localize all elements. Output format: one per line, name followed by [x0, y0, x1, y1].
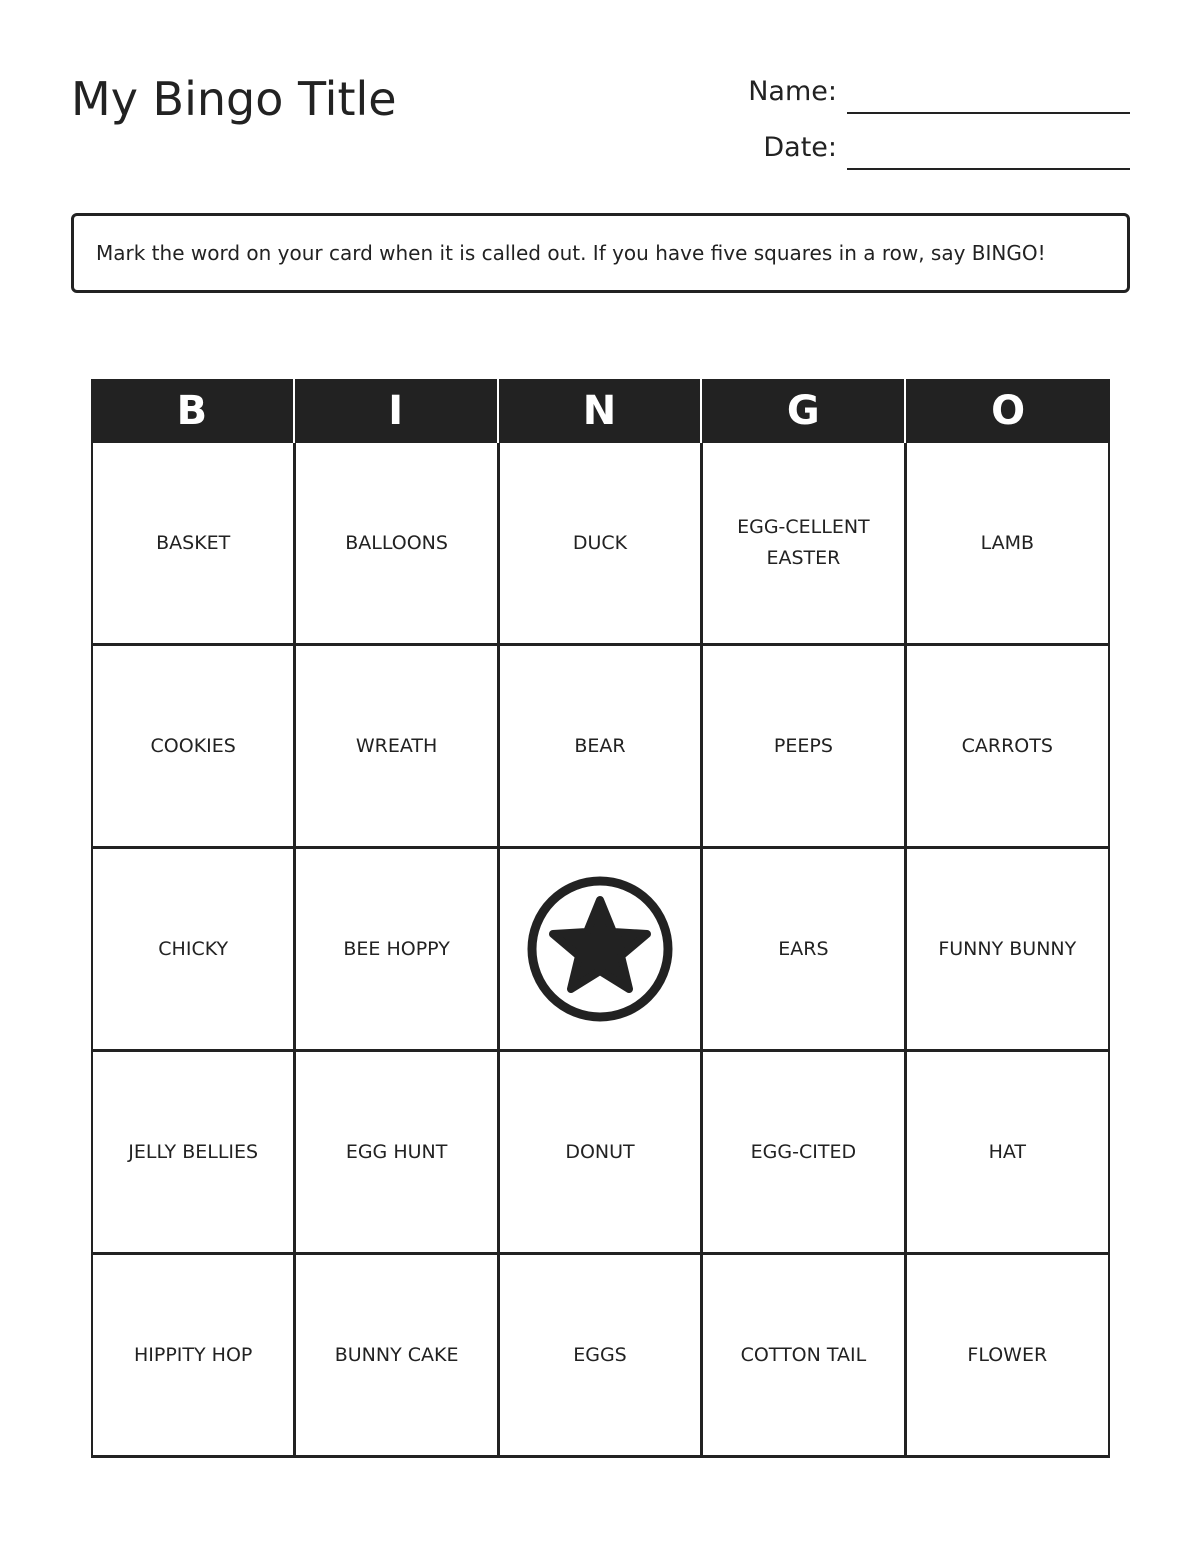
bingo-cell[interactable]: LAMB [907, 443, 1110, 646]
bingo-header [91, 379, 1110, 443]
name-label: Name: [748, 76, 837, 107]
bingo-cell[interactable]: HIPPITY HOP [93, 1255, 296, 1458]
bingo-cell[interactable]: EGG-CELLENT EASTER [703, 443, 906, 646]
bingo-cell[interactable]: BEAR [500, 646, 703, 849]
bingo-cell[interactable]: WREATH [296, 646, 499, 849]
bingo-cell[interactable]: EGGS [500, 1255, 703, 1458]
page-title: My Bingo Title [71, 72, 397, 126]
bingo-cell[interactable]: CHICKY [93, 849, 296, 1052]
star-in-circle-icon [525, 874, 675, 1024]
bingo-cell[interactable]: PEEPS [703, 646, 906, 849]
bingo-cell[interactable]: FUNNY BUNNY [907, 849, 1110, 1052]
bingo-cell[interactable]: BUNNY CAKE [296, 1255, 499, 1458]
bingo-cell[interactable]: EGG-CITED [703, 1052, 906, 1255]
instructions-box [71, 213, 1130, 293]
date-blank-line[interactable] [847, 168, 1130, 170]
bingo-free-space[interactable] [500, 849, 703, 1052]
bingo-letter-n: N [499, 379, 703, 443]
bingo-cell[interactable]: FLOWER [907, 1255, 1110, 1458]
bingo-cell[interactable]: BASKET [93, 443, 296, 646]
bingo-grid [91, 443, 1110, 1458]
bingo-cell[interactable]: CARROTS [907, 646, 1110, 849]
instructions-text: Mark the word on your card when it is called out. If you have five squares in a row, say BINGO! [96, 241, 1046, 265]
name-date-block [700, 74, 1130, 186]
name-blank-line[interactable] [847, 112, 1130, 114]
bingo-cell[interactable]: DONUT [500, 1052, 703, 1255]
bingo-letter-i: I [295, 379, 499, 443]
bingo-cell[interactable]: EGG HUNT [296, 1052, 499, 1255]
bingo-cell[interactable]: EARS [703, 849, 906, 1052]
bingo-letter-g: G [702, 379, 906, 443]
bingo-cell[interactable]: COTTON TAIL [703, 1255, 906, 1458]
bingo-cell[interactable]: JELLY BELLIES [93, 1052, 296, 1255]
bingo-cell[interactable]: BALLOONS [296, 443, 499, 646]
bingo-letter-b: B [91, 379, 295, 443]
bingo-cell[interactable]: BEE HOPPY [296, 849, 499, 1052]
bingo-cell[interactable]: HAT [907, 1052, 1110, 1255]
date-label: Date: [763, 132, 837, 163]
bingo-letter-o: O [991, 388, 1026, 434]
bingo-cell[interactable]: COOKIES [93, 646, 296, 849]
bingo-cell[interactable]: DUCK [500, 443, 703, 646]
date-row [700, 130, 1130, 186]
name-row [700, 74, 1130, 130]
bingo-card [91, 379, 1110, 1458]
